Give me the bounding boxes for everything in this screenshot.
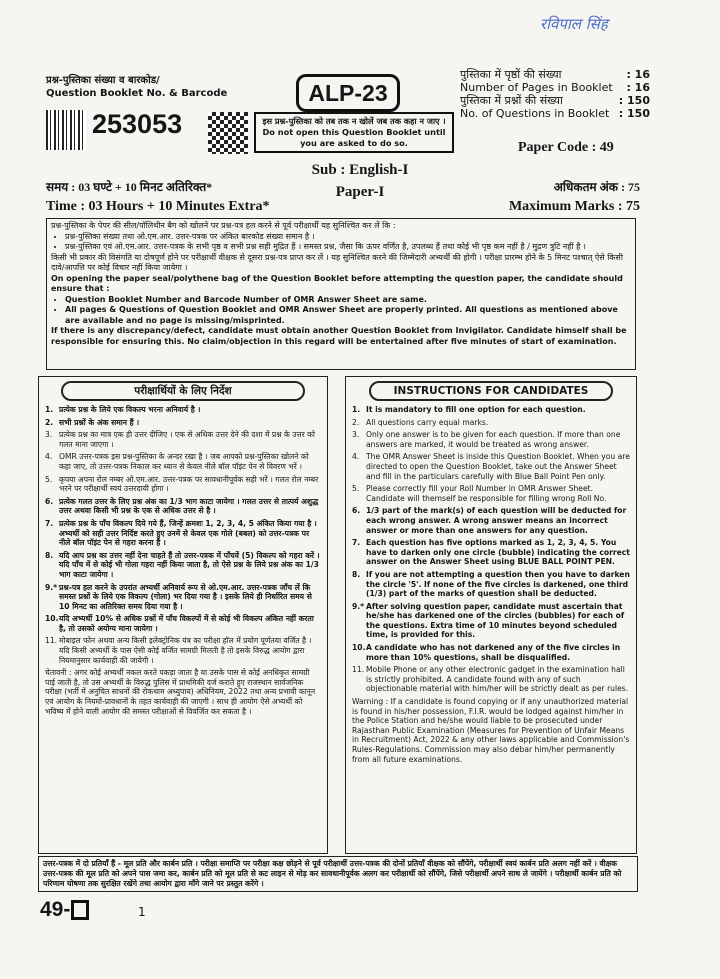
instruction-number: 11. (352, 665, 365, 675)
instruction-item (352, 418, 630, 428)
instructions-hindi-panel (38, 376, 328, 854)
notice-english-bullet: • Question Booklet Number and Barcode Number of OMR Answer Sheet are same. (65, 295, 631, 306)
barcode-image (46, 110, 86, 150)
instructions-english-list (346, 405, 636, 694)
instruction-item (352, 570, 630, 599)
questions-value-english: : 150 (618, 107, 650, 120)
time-english: Time : 03 Hours + 10 Minutes Extra* (46, 199, 270, 214)
instruction-text: After solving question paper, candidate must ascertain that he/she has darkened one of the circles (bubbles) for each of the questions. Extra time of 10 minutes beyond scheduled time, is provided for this. (366, 601, 625, 640)
page-number: 1 (138, 905, 146, 919)
instruction-number: 2. (45, 417, 54, 427)
instruction-item (352, 602, 630, 640)
instruction-item (352, 484, 630, 503)
questions-label-english: No. of Questions in Booklet (460, 107, 610, 120)
instruction-item (45, 519, 321, 548)
instruction-item (45, 497, 321, 516)
instruction-item (45, 405, 321, 415)
pages-value-hindi: : 16 (626, 68, 650, 81)
instruction-text: 1/3 part of the mark(s) of each question will be deducted for each wrong answer. A wrong answer means an incorrect answer or more than one answers for any question. (366, 506, 627, 535)
instructions-english-panel (345, 376, 637, 854)
booklet-label-hindi: प्रश्न-पुस्तिका संख्या व बारकोड/ (46, 75, 160, 86)
instruction-number: 10. (352, 643, 366, 653)
pages-value-english: : 16 (626, 81, 650, 94)
instruction-number: 5. (45, 474, 53, 484)
max-marks-hindi: अधिकतम अंक : 75 (553, 180, 640, 194)
instruction-text: A candidate who has not darkened any of the five circles in more than 10% questions, shall be disqualified. (366, 643, 621, 662)
instruction-text: Mobile Phone or any other electronic gadget in the examination hall is strictly prohibited. A candidate found with any of such objectionable material with him/her will be strictly dealt as per rules. (366, 665, 629, 694)
questions-value-hindi: : 150 (618, 94, 650, 107)
instruction-number: 7. (45, 518, 54, 528)
footer-code-text: 49- (40, 898, 71, 921)
instruction-item (45, 452, 321, 471)
instruction-text: मोबाइल फोन अथवा अन्य किसी इलेक्ट्रोनिक यंत्र का परीक्षा हॉल में प्रयोग पूर्णतया वर्जित है । यदि किसी अभ्यर्थी के पास ऐसी कोई वर्जित सामग्री मिलती है तो इसके विरुद्ध आयोग द्वारा नियमानुसार कार्यवाही की जायेगी । (59, 636, 312, 665)
instruction-number: 8. (352, 569, 361, 579)
instruction-number: 6. (45, 496, 54, 506)
instruction-text: It is mandatory to fill one option for each question. (366, 405, 586, 414)
instruction-item (45, 636, 321, 665)
instruction-number: 7. (352, 538, 361, 548)
instruction-item (45, 418, 321, 428)
instructions-hindi-list (39, 405, 327, 665)
subject-title: Sub : English-I (311, 162, 409, 178)
instruction-number: 11. (45, 636, 58, 646)
paper-title: Paper-I (335, 184, 385, 200)
instruction-number: 5. (352, 484, 360, 494)
instruction-text: All questions carry equal marks. (366, 417, 489, 427)
booklet-label-english: Question Booklet No. & Barcode (46, 88, 228, 99)
notice-hindi-tail: किसी भी प्रकार की विसंगति या दोषपूर्ण होने पर परीक्षार्थी वीक्षक से दूसरा प्रश्न-पत्र प्राप्त कर लें । यह सुनिश्चित करने की जिम्मेदारी अभ्यर्थी की होगी । परीक्षा प्रारम्भ होने के 5 मिनट पश्चात् ऐसे किसी दावे/आपत्ति पर कोई विचार नहीं किया जायेगा । (51, 252, 623, 272)
instruction-item (45, 475, 321, 494)
qr-code-image (208, 112, 248, 154)
instruction-number: 1. (45, 405, 54, 414)
notice-english-intro: On opening the paper seal/polythene bag of the Question Booklet before attempting the question paper, the candidate should ensure that : (51, 273, 623, 293)
instruction-text: प्रश्न-पत्र हल करने के उपरांत अभ्यर्थी अनिवार्य रूप से ओ.एम.आर. उत्तर-पत्रक जाँच लें कि समस्त प्रश्नों के लिये एक विकल्प (गोला) भर दिया गया है । इसके लिये ही निर्धारित समय से 10 मिनट का अतिरिक्त समय दिया गया है । (59, 582, 312, 611)
booklet-meta (460, 68, 650, 120)
instruction-text: OMR उत्तर-पत्रक इस प्रश्न-पुस्तिका के अन्दर रखा है । जब आपको प्रश्न-पुस्तिका खोलने को कहा जाए, तो उत्तर-पत्रक निकाल कर ध्यान से केवल नीले बॉल पॉइंट पेन से विवरण भरें । (59, 452, 309, 471)
pages-label-english: Number of Pages in Booklet (460, 81, 613, 94)
instructions-hindi-title: परीक्षार्थियों के लिए निर्देश (61, 381, 305, 401)
questions-label-hindi: पुस्तिका में प्रश्नों की संख्या (460, 94, 563, 107)
notice-hindi-intro: प्रश्न-पुस्तिका के पेपर की सील/पॉलिथीन बैग को खोलने पर प्रश्न-पत्र हल करने से पूर्व परीक्षार्थी यह सुनिश्चित कर लें कि : (51, 221, 396, 230)
instruction-text: प्रत्येक प्रश्न का मात्र एक ही उत्तर दीजिए । एक से अधिक उत्तर देने की दशा में प्रश्न के उत्तर को गलत माना जाएगा । (59, 430, 315, 449)
instruction-text: प्रत्येक गलत उत्तर के लिए प्रश्न अंक का 1/3 भाग काटा जायेगा । गलत उत्तर से तात्पर्य अशुद्ध उत्तर अथवा किसी भी प्रश्न के एक से अधिक उत्तर से है । (59, 496, 319, 516)
instruction-number: 2. (352, 417, 360, 427)
instruction-text: The OMR Answer Sheet is inside this Question Booklet. When you are directed to open the Question Booklet, take out the Answer Sheet and fill in the particulars carefully with Blue Ball Point Pen only. (366, 452, 630, 481)
warning-english: Warning : If a candidate is found copying or if any unauthorized material is found in his/her possession, F.I.R. would be lodged against him/her in the Police Station and he/she would liable to be prosecuted under Rajasthan Public Examination (Measures for Prevention of Unfair Means in Recruitment) Act, 2022 & any other laws applicable and Commission's Rules-Regulations. Commission may also debar him/her permanently from all future examinations. (352, 697, 630, 764)
instruction-number: 3. (45, 430, 53, 440)
answer-sheet-copy-note: उत्तर-पत्रक में दो प्रतियाँ हैं - मूल प्रति और कार्बन प्रति । परीक्षा समाप्ति पर परीक्षा कक्ष छोड़ने से पूर्व परीक्षार्थी उत्तर-पत्रक की दोनों प्रतियाँ वीक्षक को सौंपेंगे, परीक्षार्थी स्वयं कार्बन प्रति अलग नहीं करें । वीक्षक उत्तर-पत्रक की मूल प्रति को अपने पास जमा कर, कार्बन प्रति को मूल प्रति से कट लाइन से मोड़ कर सावधानीपूर्वक अलग कर परीक्षार्थी को सौंपेंगे, जिसे परीक्षार्थी अपने साथ ले जायेंगे । परीक्षार्थी कार्बन प्रति को परिणाम घोषणा तक सुरक्षित रखेंगे तथा आयोग द्वारा माँगे जाने पर प्रस्तुत करेंगे । (38, 856, 638, 892)
notice-hindi-bullet: • प्रश्न-पुस्तिका संख्या तथा ओ.एम.आर. उत्तर-पत्रक पर अंकित बारकोड संख्या समान है । (65, 232, 631, 243)
series-code: ALP-23 (296, 74, 400, 112)
booklet-label (46, 74, 227, 100)
booklet-number: 253053 (92, 109, 183, 139)
instruction-text: यदि आप प्रश्न का उत्तर नहीं देना चाहते हैं तो उत्तर-पत्रक में पाँचवें (5) विकल्प को गहरा करें । यदि पाँच में से कोई भी गोला गहरा नहीं किया जाता है, तो ऐसे प्रश्न के लिये प्रश्न अंक का 1/3 भाग काटा जायेगा । (59, 550, 320, 579)
max-marks-info (500, 178, 640, 216)
instruction-number: 9.* (45, 582, 58, 592)
handwritten-note: रविपाल सिंह (540, 15, 608, 33)
instruction-number: 6. (352, 506, 361, 516)
checkbox-square-icon (71, 900, 89, 920)
instruction-item (352, 405, 630, 415)
notice-english-tail: If there is any discrepancy/defect, candidate must obtain another Question Booklet from Invigilator. Candidate himself shall be responsible for ensuring this. No claim/objection in this regard will be entertained after five minutes of start of examination. (51, 326, 627, 346)
instruction-text: प्रत्येक प्रश्न के पाँच विकल्प दिये गये हैं, जिन्हें क्रमशः 1, 2, 3, 4, 5 अंकित किया गया है । अभ्यर्थी को सही उत्तर निर्दिष्ट करते हुए उनमें से केवल एक गोले (बबल) को उत्तर-पत्रक पर नीले बॉल पॉइंट पेन से गहरा करना है । (59, 518, 317, 548)
instructions-english-title: INSTRUCTIONS FOR CANDIDATES (369, 381, 613, 401)
instruction-text: कृपया अपना रोल नम्बर ओ.एम.आर. उत्तर-पत्रक पर सावधानीपूर्वक सही भरें । गलत रोल नम्बर भरने पर परीक्षार्थी स्वयं उत्तरदायी होगा । (59, 474, 319, 494)
instruction-item (352, 452, 630, 481)
notice-english-bullet: • All pages & Questions of Question Booklet and OMR Answer Sheet are properly printed. All questions as mentioned above are available and no page is missing/misprinted. (65, 305, 631, 326)
instruction-number: 4. (45, 452, 53, 462)
instruction-number: 8. (45, 550, 54, 560)
warning-hindi: चेतावनी : अगर कोई अभ्यर्थी नकल करते पकड़ा जाता है या उसके पास से कोई अनधिकृत सामग्री पाई जाती है, तो उस अभ्यर्थी के विरुद्ध पुलिस में प्राथमिकी दर्ज कराते हुए राजस्थान सार्वजनिक परीक्षा (भर्ती में अनुचित साधनों की रोकथाम अध्युपाय) अधिनियम, 2022 तथा अन्य प्रभावी कानून एवं आयोग के नियमों-प्रावधानों के तहत कार्यवाही की जाएगी । साथ ही आयोग ऐसे अभ्यर्थी को भविष्य में होने वाली आयोग की समस्त परीक्षाओं से विवर्जित कर सकता है । (45, 668, 316, 716)
instruction-item (352, 538, 630, 567)
instruction-number: 4. (352, 452, 360, 462)
pages-label-hindi: पुस्तिका में पृष्ठों की संख्या (460, 68, 562, 81)
instruction-text: Please correctly fill your Roll Number in OMR Answer Sheet. Candidate will themself be responsible for filling wrong Roll No. (366, 484, 607, 503)
notice-hindi-bullet: • प्रश्न-पुस्तिका एवं ओ.एम.आर. उत्तर-पत्रक के सभी पृष्ठ व सभी प्रश्न सही मुद्रित हैं । समस्त प्रश्न, जैसा कि ऊपर वर्णित है, उपलब्ध हैं तथा कोई भी पृष्ठ कम नहीं है / मुद्रण त्रुटि नहीं है । (65, 242, 631, 253)
max-marks-english: Maximum Marks : 75 (508, 199, 640, 214)
seal-opening-notice (46, 218, 636, 370)
instruction-item (45, 430, 321, 449)
instruction-number: 10. (45, 614, 59, 624)
instruction-text: Each question has five options marked as 1, 2, 3, 4, 5. You have to darken only one circle (bubble) indicating the correct answer on the Answer Sheet using BLUE BALL POINT PEN. (366, 538, 630, 567)
instruction-number: 3. (352, 430, 360, 440)
instruction-text: प्रत्येक प्रश्न के लिये एक विकल्प भरना अनिवार्य है । (59, 405, 201, 414)
instruction-number: 1. (352, 405, 361, 414)
do-not-open-notice: इस प्रश्न-पुस्तिका को तब तक न खोलें जब तक कहा न जाए । Do not open this Question Booklet until you are asked to do so. (254, 112, 454, 153)
instruction-item (352, 430, 630, 449)
time-info (46, 178, 270, 216)
time-hindi: समय : 03 घण्टे + 10 मिनट अतिरिक्त* (46, 180, 213, 194)
instruction-item (45, 614, 321, 633)
footer-code (40, 898, 89, 922)
instruction-text: यदि अभ्यर्थी 10% से अधिक प्रश्नों में पाँच विकल्पों में से कोई भी विकल्प अंकित नहीं करता है, तो उसको अयोग्य माना जायेगा । (59, 614, 314, 633)
instruction-text: If you are not attempting a question then you have to darken the circle '5'. If none of the five circles is darkened, one third (1/3) part of the marks of question shall be deducted. (366, 569, 630, 599)
instruction-text: Only one answer is to be given for each question. If more than one answers are marked, it would be treated as wrong answer. (366, 430, 621, 449)
instruction-item (352, 643, 630, 662)
instruction-item (352, 665, 630, 694)
instruction-number: 9.* (352, 601, 365, 611)
instruction-item (45, 583, 321, 612)
instruction-item (45, 551, 321, 580)
paper-code: Paper Code : 49 (518, 140, 614, 155)
instruction-item (352, 506, 630, 535)
instruction-text: सभी प्रश्नों के अंक समान हैं । (59, 417, 140, 427)
